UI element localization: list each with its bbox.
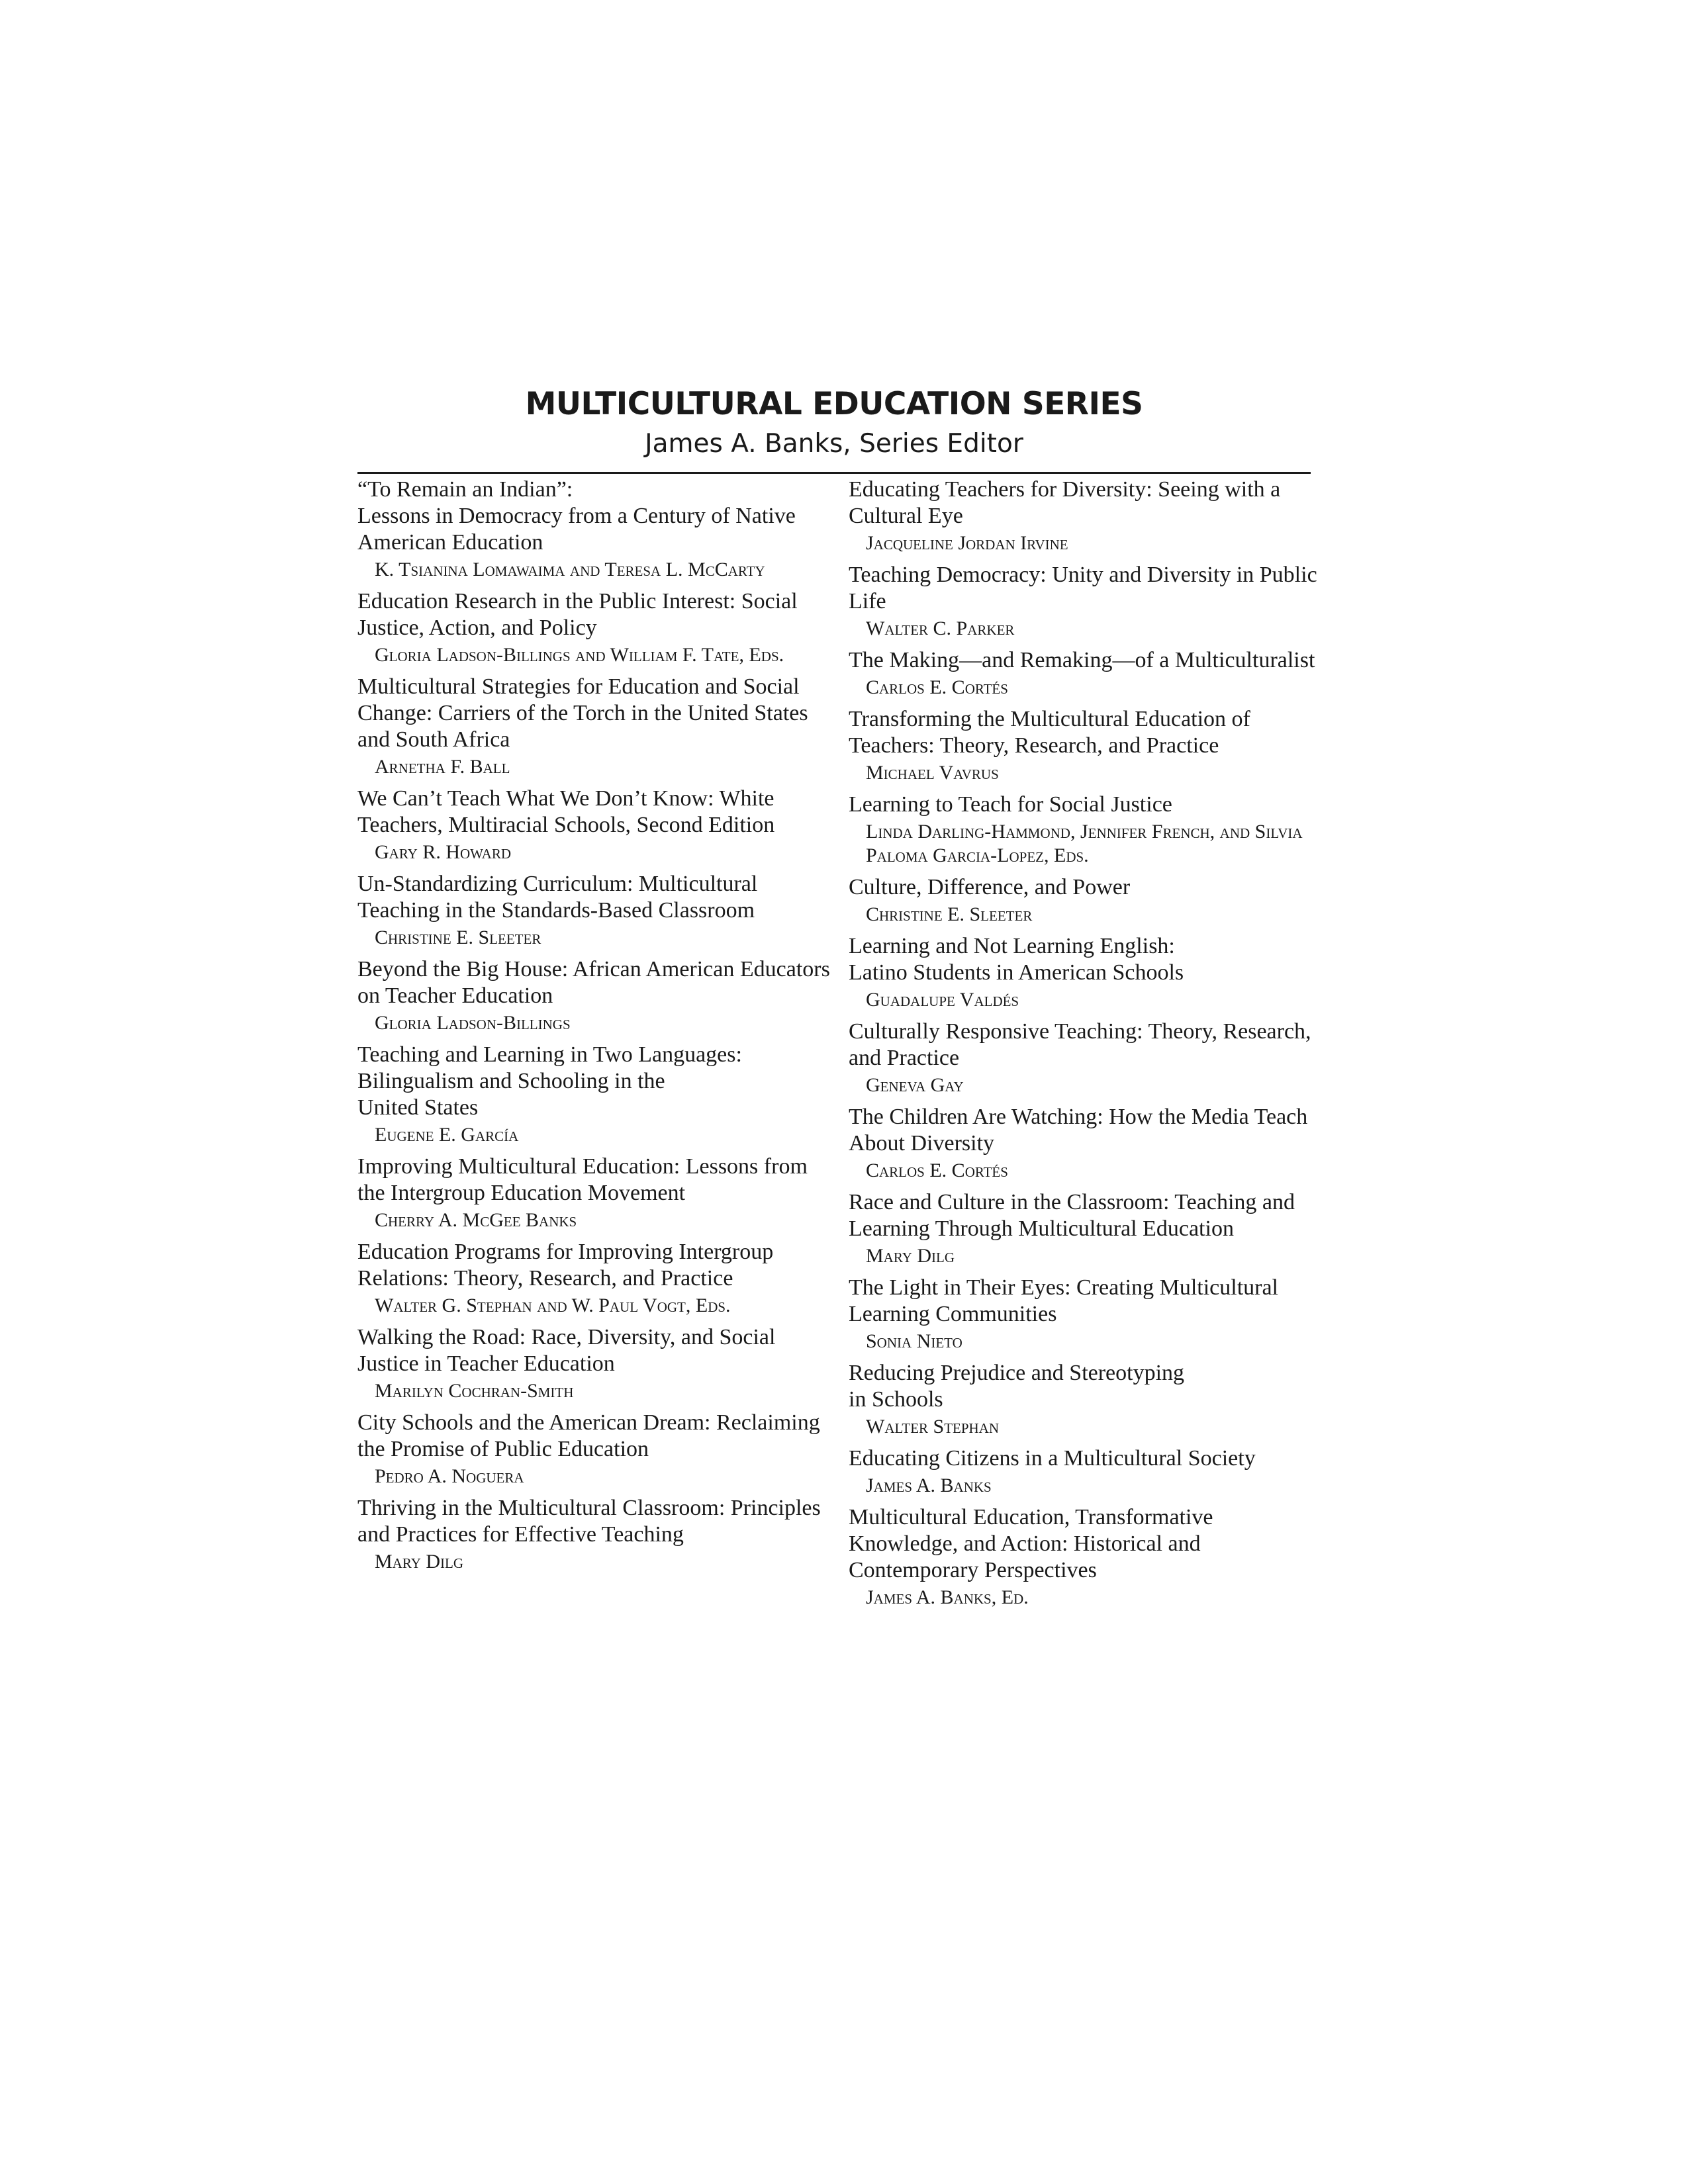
book-title: Race and Culture in the Classroom: Teaching and Learning Through Multicultural Education: [849, 1190, 1295, 1241]
book-author: Gary R. Howard: [375, 841, 512, 863]
book-title: Culture, Difference, and Power: [849, 875, 1131, 899]
book-entry: [357, 956, 834, 1035]
book-title: Reducing Prejudice and Stereotyping in Schools: [849, 1361, 1185, 1412]
book-entry: [357, 1239, 834, 1318]
book-entry: [357, 588, 834, 667]
book-entry: [849, 1104, 1325, 1183]
book-title: “To Remain an Indian”: Lessons in Democracy from a Century of Native American Education: [357, 477, 796, 555]
book-title: Culturally Responsive Teaching: Theory, Research, and Practice: [849, 1019, 1311, 1070]
book-title: Thriving in the Multicultural Classroom: Principles and Practices for Effective Teaching: [357, 1496, 821, 1547]
book-title: Educating Citizens in a Multicultural Society: [849, 1446, 1256, 1471]
book-title: Multicultural Education, Transformative Knowledge, and Action: Historical and Contemporary Perspectives: [849, 1505, 1213, 1582]
series-title: MULTICULTURAL EDUCATION SERIES: [525, 386, 1143, 422]
book-title: Un-Standardizing Curriculum: Multicultural Teaching in the Standards-Based Classroom: [357, 872, 758, 923]
book-entry: [357, 1410, 834, 1488]
book-author: Carlos E. Cortés: [866, 1160, 1008, 1181]
header-rule: [357, 472, 1311, 474]
book-title: Education Research in the Public Interest: Social Justice, Action, and Policy: [357, 589, 798, 640]
book-author: Jacqueline Jordan Irvine: [866, 532, 1068, 554]
book-entry: [357, 1495, 834, 1574]
book-author: Cherry A. McGee Banks: [375, 1209, 577, 1231]
book-author: Christine E. Sleeter: [866, 903, 1033, 925]
book-author: Michael Vavrus: [866, 762, 999, 784]
book-author: Mary Dilg: [866, 1245, 955, 1267]
book-author: Gloria Ladson-Billings and William F. Tate, Eds.: [375, 644, 784, 666]
right-column: [849, 477, 1325, 1616]
book-entry: [849, 1275, 1325, 1353]
book-entry: [357, 1324, 834, 1403]
book-entry: [849, 1504, 1325, 1610]
book-author: Walter Stephan: [866, 1416, 1000, 1437]
book-entry: [357, 786, 834, 864]
book-title: Education Programs for Improving Intergroup Relations: Theory, Research, and Practice: [357, 1240, 774, 1291]
book-title: Learning and Not Learning English: Latino Students in American Schools: [849, 934, 1184, 985]
book-author: Gloria Ladson-Billings: [375, 1012, 571, 1034]
book-author: Arnetha F. Ball: [375, 756, 510, 778]
book-title: We Can’t Teach What We Don’t Know: White Teachers, Multiracial Schools, Second Edition: [357, 786, 775, 837]
book-author: Marilyn Cochran-Smith: [375, 1380, 574, 1402]
book-entry: [357, 477, 834, 582]
book-author: K. Tsianina Lomawaima and Teresa L. McCarty: [375, 559, 765, 580]
book-entry: [849, 792, 1325, 868]
book-author: Mary Dilg: [375, 1551, 464, 1572]
book-entry: [849, 706, 1325, 785]
book-entry: [849, 1019, 1325, 1097]
book-author: James A. Banks: [866, 1475, 992, 1496]
book-title: The Children Are Watching: How the Media Teach About Diversity: [849, 1105, 1308, 1156]
book-entry: [357, 871, 834, 950]
book-author: Geneva Gay: [866, 1074, 964, 1096]
book-author: Guadalupe Valdés: [866, 989, 1019, 1011]
book-author: James A. Banks, Ed.: [866, 1586, 1029, 1608]
left-column: [357, 477, 834, 1580]
book-title: Improving Multicultural Education: Lessons from the Intergroup Education Movement: [357, 1154, 808, 1205]
book-entry: [849, 1445, 1325, 1498]
book-author: Walter C. Parker: [866, 617, 1015, 639]
book-author: Pedro A. Noguera: [375, 1465, 524, 1487]
book-entry: [849, 647, 1325, 700]
book-entry: [849, 1360, 1325, 1439]
book-entry: [849, 874, 1325, 927]
series-editor: James A. Banks, Series Editor: [645, 429, 1023, 459]
book-author: Eugene E. García: [375, 1124, 519, 1146]
book-author: Linda Darling-Hammond, Jennifer French, and Silvia Paloma Garcia-Lopez, Eds.: [866, 821, 1303, 866]
book-title: The Light in Their Eyes: Creating Multicultural Learning Communities: [849, 1275, 1279, 1326]
book-title: Teaching and Learning in Two Languages: Bilingualism and Schooling in the United States: [357, 1042, 742, 1120]
book-author: Christine E. Sleeter: [375, 927, 541, 948]
book-title: The Making—and Remaking—of a Multiculturalist: [849, 648, 1315, 672]
book-title: Walking the Road: Race, Diversity, and Social Justice in Teacher Education: [357, 1325, 776, 1376]
book-author: Sonia Nieto: [866, 1330, 962, 1352]
series-header: [357, 384, 1311, 463]
book-author: Walter G. Stephan and W. Paul Vogt, Eds.: [375, 1295, 731, 1316]
book-title: Beyond the Big House: African American Educators on Teacher Education: [357, 957, 830, 1008]
book-title: Transforming the Multicultural Education of Teachers: Theory, Research, and Practice: [849, 707, 1250, 758]
book-title: Learning to Teach for Social Justice: [849, 792, 1172, 817]
book-entry: [357, 1042, 834, 1147]
book-entry: [849, 933, 1325, 1012]
book-entry: [849, 477, 1325, 555]
book-title: Educating Teachers for Diversity: Seeing with a Cultural Eye: [849, 477, 1281, 528]
book-entry: [849, 562, 1325, 641]
book-entry: [357, 1154, 834, 1232]
book-title: City Schools and the American Dream: Reclaiming the Promise of Public Education: [357, 1410, 820, 1461]
book-title: Multicultural Strategies for Education and Social Change: Carriers of the Torch in the United States and South Africa: [357, 674, 808, 752]
book-author: Carlos E. Cortés: [866, 676, 1008, 698]
book-title: Teaching Democracy: Unity and Diversity in Public Life: [849, 563, 1317, 614]
book-entry: [357, 674, 834, 779]
book-entry: [849, 1189, 1325, 1268]
